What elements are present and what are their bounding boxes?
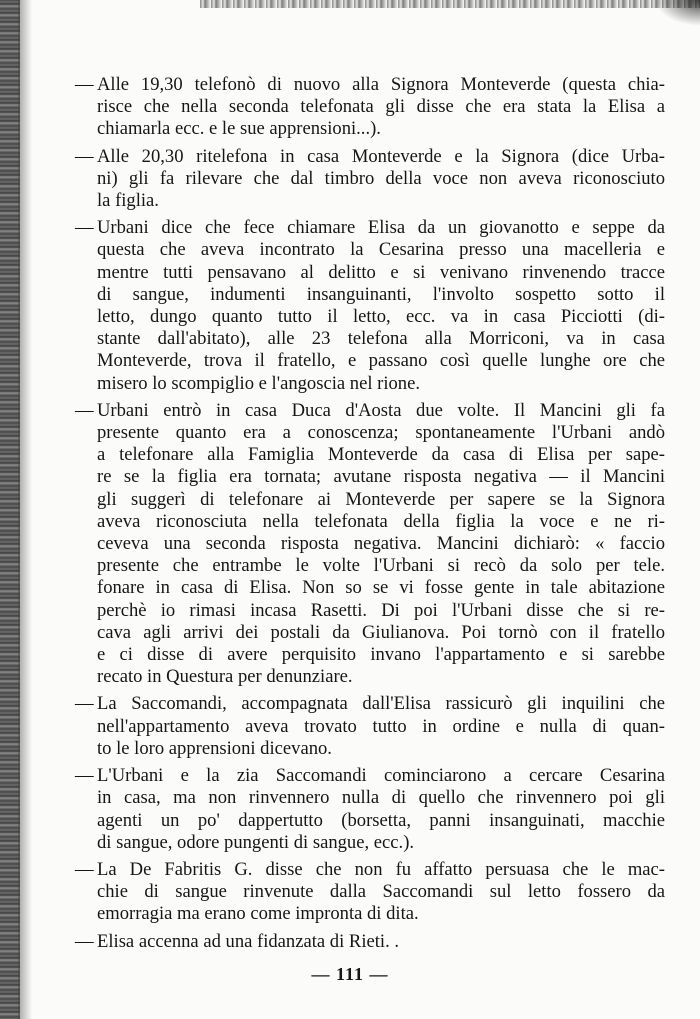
text-line: presente che entrambe le volte l'Urbani si recò da solo per tele.: [97, 555, 665, 577]
text-line: e ci disse di avere perquisito invano l'appartamento e si sarebbe: [97, 644, 665, 666]
paragraph: [75, 931, 665, 953]
text-line: presente quanto era a conoscenza; spontaneamente l'Urbani andò: [97, 422, 665, 444]
paragraph: [75, 400, 665, 689]
text-line: Monteverde, trova il fratello, e passano così quelle lunghe ore che: [97, 350, 665, 372]
text-line: Elisa accenna ad una fidanzata di Rieti. .: [97, 930, 400, 952]
paragraph-dash: —: [75, 693, 94, 715]
book-spine-shadow: [0, 0, 20, 1019]
text-line: misero lo scompiglio e l'angoscia nel rione.: [97, 372, 420, 394]
page-body: [75, 74, 665, 958]
text-line: ceveva una seconda risposta negativa. Mancini dichiarò: « faccio: [97, 533, 665, 555]
paragraph-dash: —: [75, 74, 94, 95]
text-line: recato in Questura per denunziare.: [97, 666, 353, 688]
paragraph-dash: —: [75, 765, 94, 787]
page-number: — 111 —: [311, 964, 389, 984]
paragraph-dash: —: [75, 399, 94, 421]
paragraph: [75, 74, 665, 141]
text-line: di sangue, indumenti insanguinanti, l'involto sospetto sotto il: [97, 283, 665, 305]
text-line: re se la figlia era tornata; avutane risposta negativa — il Mancini: [97, 466, 665, 488]
text-line: Alle 20,30 ritelefona in casa Monteverde e la Signora (dice Urba-: [97, 145, 665, 167]
text-line: La Saccomandi, accompagnata dall'Elisa rassicurò gli inquilini che: [97, 693, 665, 715]
text-line: perchè io rimasi incasa Rasetti. Di poi l'Urbani disse che si re-: [97, 599, 665, 621]
text-line: to le loro apprensioni dicevano.: [97, 737, 332, 759]
text-line: stante dall'abitato), alle 23 telefona alla Morriconi, va in casa: [97, 328, 665, 350]
top-corner-smudge: [655, 0, 700, 26]
text-line: questa che aveva incontrato la Cesarina presso una macelleria e: [97, 239, 665, 261]
paragraph: [75, 146, 665, 213]
gutter-shading: [18, 0, 32, 1019]
paragraph-dash: —: [75, 217, 94, 239]
text-line: la figlia.: [97, 190, 159, 212]
paragraph: [75, 693, 665, 760]
text-line: nell'appartamento aveva trovato tutto in ordine e nulla di quan-: [97, 715, 665, 737]
text-line: fonare in casa di Elisa. Non so se vi fosse gente in tale abitazione: [97, 577, 665, 599]
text-line: ni) gli fa rilevare che dal timbro della voce non aveva riconosciuto: [97, 167, 665, 189]
text-line: chie di sangue rinvenute dalla Saccomandi sul letto fossero da: [97, 881, 665, 903]
top-edge-scan-noise: [200, 0, 700, 8]
text-line: L'Urbani e la zia Saccomandi cominciarono a cercare Cesarina: [97, 765, 665, 787]
text-line: di sangue, odore pungenti di sangue, ecc.).: [97, 831, 415, 853]
text-line: letto, dungo quanto tutto il letto, ecc. va in casa Picciotti (di-: [97, 306, 665, 328]
text-line: agenti un po' dappertutto (borsetta, panni insanguinati, macchie: [97, 809, 665, 831]
paragraph: [75, 765, 665, 854]
text-line: Alle 19,30 telefonò di nuovo alla Signora Monteverde (questa chia-: [97, 74, 665, 95]
text-line: mentre tutti pensavano al delitto e si venivano rinvenendo tracce: [97, 261, 665, 283]
paragraph-dash: —: [75, 145, 94, 167]
paragraph-dash: —: [75, 930, 94, 952]
text-line: a telefonare alla Famiglia Monteverde da casa di Elisa per sape-: [97, 444, 665, 466]
paragraph: [75, 859, 665, 926]
text-line: La De Fabritis G. disse che non fu affatto persuasa che le mac-: [97, 858, 665, 880]
text-line: cava agli arrivi dei postali da Giulianova. Poi tornò con il fratello: [97, 621, 665, 643]
text-line: Urbani dice che fece chiamare Elisa da un giovanotto e seppe da: [97, 217, 665, 239]
text-line: emorragia ma erano come impronta di dita.: [97, 903, 419, 925]
text-line: gli suggerì di telefonare ai Monteverde per sapere se la Signora: [97, 488, 665, 510]
text-line: Urbani entrò in casa Duca d'Aosta due volte. Il Mancini gli fa: [97, 399, 665, 421]
text-line: risce che nella seconda telefonata gli disse che era stata la Elisa a: [97, 96, 665, 118]
text-line: chiamarla ecc. e le sue apprensioni...).: [97, 118, 381, 140]
paragraph: [75, 217, 665, 395]
text-line: aveva riconosciuta nella telefonata della figlia la voce e ne ri-: [97, 510, 665, 532]
text-line: in casa, ma non rinvennero nulla di quello che rinvennero poi gli: [97, 787, 665, 809]
paragraph-dash: —: [75, 858, 94, 880]
